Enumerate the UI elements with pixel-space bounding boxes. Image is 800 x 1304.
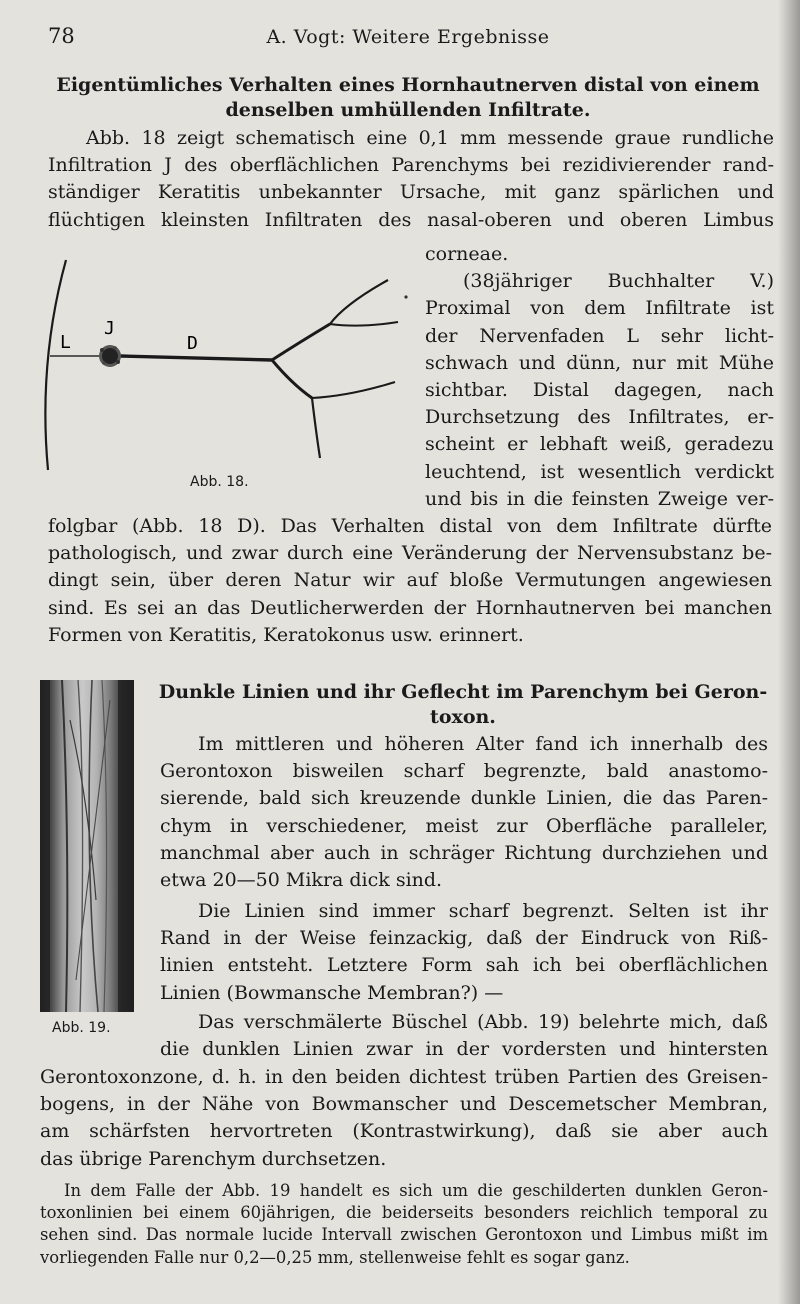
- running-title: A. Vogt: Weitere Ergebnisse: [266, 26, 550, 48]
- section-heading-2-line-1: Dunkle Linien und ihr Geflecht im Parenchym bei Geron-: [158, 681, 768, 703]
- text-line: linien entsteht. Letztere Form sah ich bei oberflächlichen: [160, 954, 768, 977]
- footnote-line: In dem Falle der Abb. 19 handelt es sich um die geschilderten dunklen Geron-: [64, 1181, 768, 1200]
- section-heading-1-line-1: Eigentümliches Verhalten eines Hornhautnerven distal von einem: [56, 74, 760, 96]
- text-line: folgbar (Abb. 18 D). Das Verhalten distal von dem Infiltrate dürfte: [48, 515, 772, 537]
- text-line: Gerontoxon bisweilen scharf begrenzte, bald anastomo-: [160, 760, 768, 783]
- text-line: schwach und dünn, nur mit Mühe: [425, 351, 774, 374]
- page-edge-shadow: [778, 0, 800, 1304]
- text-line: Gerontoxonzone, d. h. in den beiden dichtest trüben Partien des Greisen-: [40, 1066, 768, 1088]
- text-line: die dunklen Linien zwar in der vordersten und hintersten: [160, 1038, 768, 1061]
- section-heading-2-line-2: toxon.: [430, 706, 496, 728]
- text-line: bogens, in der Nähe von Bowmanscher und Descemetscher Membran,: [40, 1093, 768, 1116]
- figure-18-caption: Abb. 18.: [190, 474, 249, 490]
- text-line: sind. Es sei an das Deutlicherwerden der Hornhautnerven bei manchen: [48, 596, 772, 619]
- text-line: manchmal aber auch in schräger Richtung durchziehen und: [160, 841, 768, 864]
- figure-label-L: L: [60, 332, 71, 353]
- infiltrate-blob: [99, 345, 121, 367]
- section-2-paragraph-1: [160, 731, 768, 894]
- text-line: Infiltration J des oberflächlichen Parenchyms bei rezidivierender rand-: [48, 154, 774, 177]
- figure-18: [40, 252, 410, 502]
- footnote-line: sehen sind. Das normale lucide Intervall zwischen Gerontoxon und Limbus mißt im: [40, 1225, 768, 1245]
- text-line: scheint er lebhaft weiß, geradezu: [425, 433, 774, 456]
- section-heading-2: [158, 680, 768, 730]
- text-line: Formen von Keratitis, Keratokonus usw. erinnert.: [48, 623, 524, 646]
- text-line: der Nervenfaden L sehr licht-: [425, 324, 774, 347]
- text-line: leuchtend, ist wesentlich verdickt: [425, 460, 774, 483]
- section-2-paragraph-3-side: [160, 1009, 768, 1063]
- text-line: (38jähriger Buchhalter V.): [463, 270, 774, 293]
- text-line: Rand in der Weise feinzackig, daß der Eindruck von Riß-: [160, 927, 768, 950]
- text-line: chym in verschiedener, meist zur Oberfläche paralleler,: [160, 814, 768, 837]
- figure-label-J: J: [104, 318, 115, 339]
- gerontoxon-photo: [40, 680, 134, 1012]
- footnote-line: vorliegenden Falle nur 0,2—0,25 mm, stellenweise fehlt es sogar ganz.: [40, 1247, 630, 1267]
- text-line: Durchsetzung des Infiltrates, er-: [425, 406, 774, 429]
- text-line: Proximal von dem Infiltrate ist: [425, 297, 774, 320]
- section-1-conclusion: [48, 513, 772, 649]
- text-line: Im mittleren und höheren Alter fand ich innerhalb des: [198, 733, 768, 755]
- running-head: [48, 24, 768, 54]
- text-line: flüchtigen kleinsten Infiltraten des nasal-oberen und oberen Limbus: [48, 208, 774, 231]
- text-line: Die Linien sind immer scharf begrenzt. Selten ist ihr: [198, 900, 768, 922]
- intro-paragraph: [48, 125, 774, 234]
- page-number: 78: [48, 24, 75, 48]
- footnote-line: toxonlinien bei einem 60jährigen, die beiderseits besonders reichlich temporal zu: [40, 1203, 768, 1223]
- figure-19: [40, 680, 134, 1012]
- nerve-diagram: [40, 252, 410, 502]
- text-line: am schärfsten hervortreten (Kontrastwirkung), daß sie aber auch: [40, 1120, 768, 1143]
- text-line: Linien (Bowmansche Membran?) —: [160, 981, 504, 1004]
- figure-18-side-text: [425, 241, 774, 513]
- section-2-paragraph-2: [160, 898, 768, 1007]
- text-line: Das verschmälerte Büschel (Abb. 19) belehrte mich, daß: [198, 1011, 768, 1033]
- text-line: pathologisch, und zwar durch eine Veränderung der Nervensubstanz be-: [48, 542, 772, 565]
- section-2-paragraph-3-full: [40, 1064, 768, 1173]
- figure-label-D: D: [187, 333, 198, 354]
- text-line: corneae.: [425, 243, 509, 265]
- footnote: [40, 1180, 768, 1269]
- text-line: dingt sein, über deren Natur wir auf bloße Vermutungen angewiesen: [48, 569, 772, 592]
- text-line: etwa 20—50 Mikra dick sind.: [160, 869, 443, 892]
- text-line: und bis in die feinsten Zweige ver-: [425, 487, 774, 510]
- text-line: ständiger Keratitis unbekannter Ursache, mit ganz spärlichen und: [48, 181, 774, 204]
- text-line: Abb. 18 zeigt schematisch eine 0,1 mm messende graue rundliche: [86, 127, 774, 149]
- text-line: sierende, bald sich kreuzende dunkle Linien, die das Paren-: [160, 787, 768, 810]
- text-line: das übrige Parenchym durchsetzen.: [40, 1147, 387, 1170]
- text-line: sichtbar. Distal dagegen, nach: [425, 379, 774, 402]
- section-heading-1: [48, 73, 768, 123]
- section-heading-1-line-2: denselben umhüllenden Infiltrate.: [225, 99, 591, 121]
- figure-19-caption: Abb. 19.: [52, 1020, 111, 1036]
